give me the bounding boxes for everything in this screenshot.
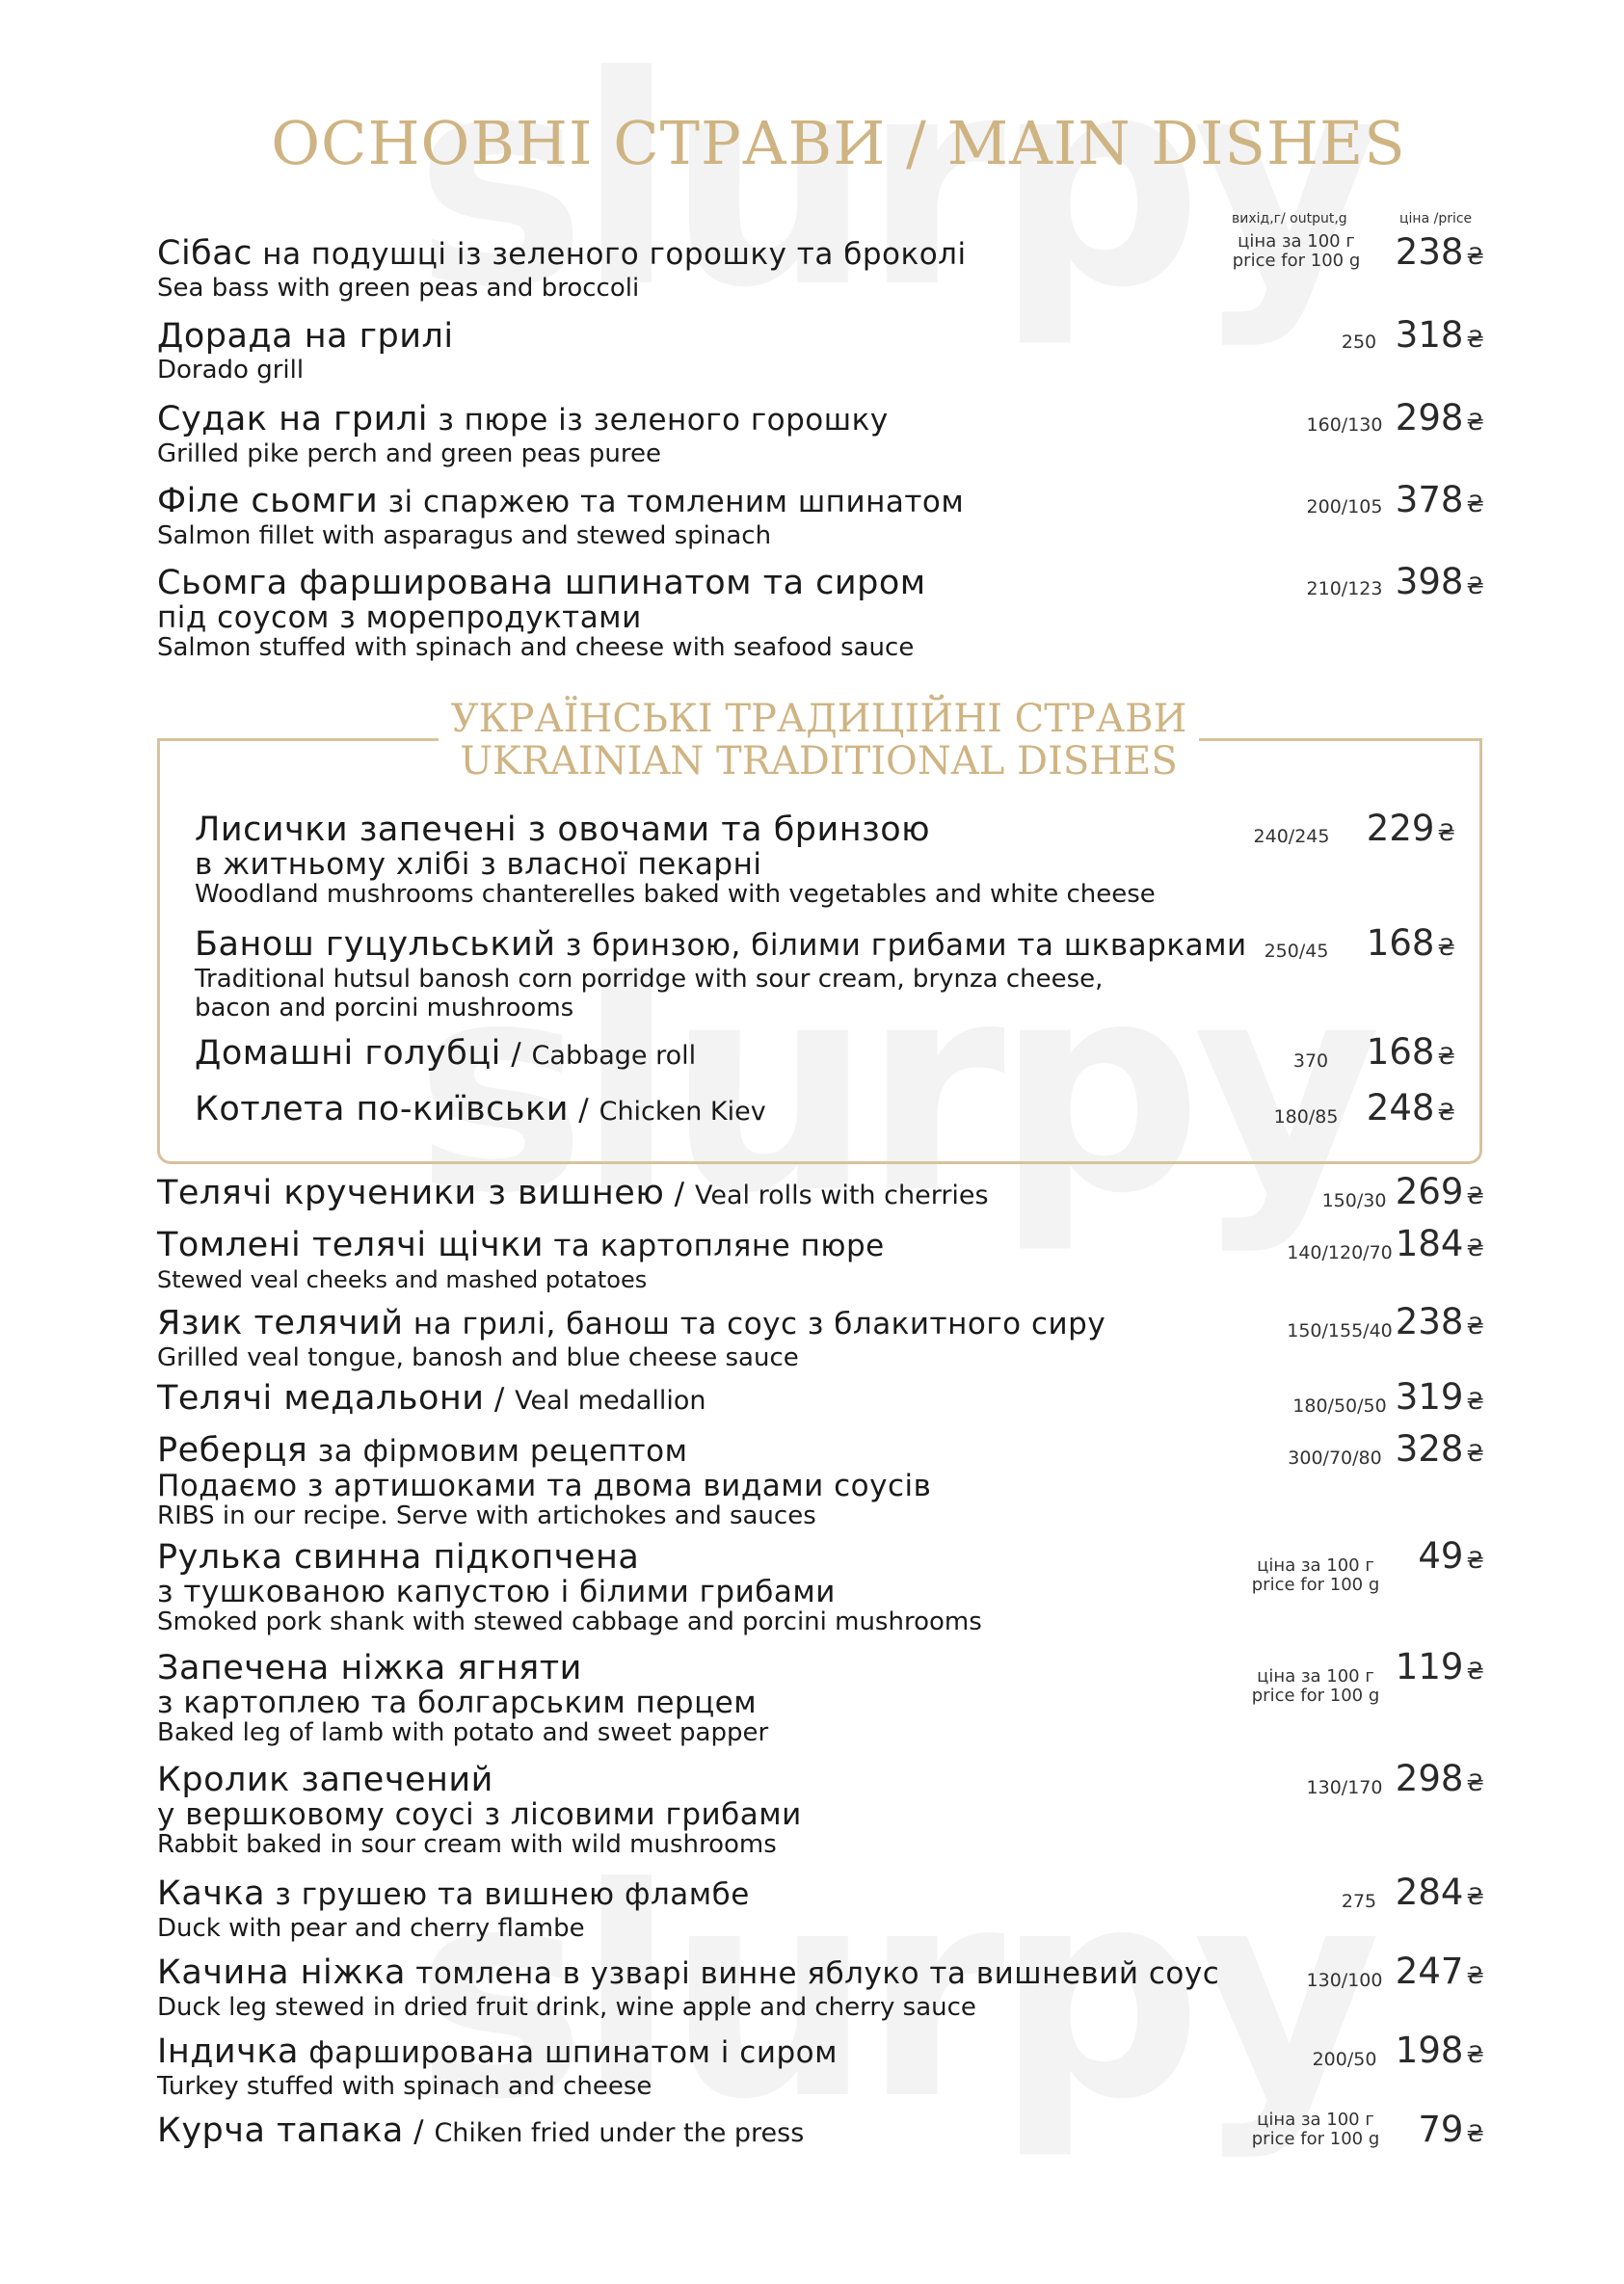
dish-name-ua: Сібас [157,234,253,273]
separator: / [500,1037,532,1072]
dish-name-en: Woodland mushrooms chanterelles [195,880,636,909]
dish-desc-en: in sour cream with wild mushrooms [322,1830,777,1859]
dish-name-ua: Качина ніжка [157,1953,406,1992]
dish-price: 119 ₴ [1395,1646,1484,1687]
dish-name-ua: Запечена ніжка ягняти [157,1649,582,1687]
menu-item [157,1874,750,1943]
dish-weight: 160/130 [1306,414,1383,436]
dish-desc-ua: Подаємо з артишоками та двома видами соусів [157,1469,932,1503]
dish-name-en: Rabbit baked [157,1830,323,1859]
dish-desc-ua: у вершковому соусі з лісовими грибами [157,1797,802,1832]
dish-price: 238 ₴ [1395,231,1484,273]
dish-name-en: Veal rolls with cherries [694,1181,989,1210]
dish-weight: 210/123 [1306,578,1383,599]
dish-price: 49 ₴ [1418,1535,1484,1577]
dish-weight: 150/155/40 [1287,1320,1393,1341]
dish-desc-ua: на грилі, банош та соус з блакитного сиру [403,1307,1106,1341]
dish-price: 238 ₴ [1395,1301,1484,1342]
col-header-price: ціна /price [1399,211,1473,226]
dish-desc-ua: на подушці із зеленого горошку та броколі [252,237,967,272]
dish-price: 298 ₴ [1395,397,1484,438]
dish-weight: 180/85 [1273,1106,1339,1128]
dish-name-en: Grilled pike perch [157,439,378,468]
dish-name-en: Duck leg [157,1993,267,2022]
dish-desc-en: stewed in dried fruit drink, wine apple and cherry sauce [266,1993,976,2022]
dish-desc-ua: томлена в узварі винне яблуко та вишневий соус [405,1956,1220,1991]
col-header-output: вихід,г/ output,g [1232,211,1347,226]
dish-name-ua: Судак на грилі [157,400,428,438]
dish-name-ua: Лисички запечені з овочами та бринзою [195,810,931,849]
dish-name-en: Grilled veal tongue [157,1343,396,1372]
dish-desc-en: stuffed with spinach and cheese [238,2072,652,2101]
dish-desc-en: bacon and porcini mushrooms [195,994,574,1022]
dish-desc-ua: за фірмовим рецептом [307,1434,688,1469]
dish-desc-en: and green peas puree [377,439,661,468]
dish-name-en: Smoked pork shank with stewed cabbage [157,1607,679,1636]
dish-desc-ua: з бринзою, білими грибами та шкварками [555,928,1247,963]
dish-price: 248 ₴ [1366,1087,1455,1129]
dish-price: 247 ₴ [1395,1951,1484,1992]
weight-line: price for 100 g [1251,1575,1380,1595]
dish-desc-en: , banosh and blue cheese sauce [395,1343,799,1372]
dish-desc-ua: з пюре із зеленого горошку [427,403,889,438]
weight-line: ціна за 100 г [1257,1666,1374,1686]
dish-price: 198 ₴ [1395,2030,1484,2071]
dish-name-ua: Домашні голубці [195,1034,501,1073]
dish-desc-ua: з картоплею та болгарським перцем [157,1686,758,1720]
dish-weight: 275 [1341,1891,1377,1912]
separator: / [568,1093,599,1128]
dish-desc-en: baked with vegetables and white cheese [635,880,1156,909]
weight-line: price for 100 g [1251,1686,1380,1706]
dish-name-en: Chicken Kiev [599,1097,766,1127]
dish-name-ua: Дорада на грилі [157,317,454,356]
dish-desc-ua: та картопляне пюре [543,1229,885,1263]
dish-price: 318 ₴ [1395,314,1484,356]
dish-weight: 200/50 [1312,2049,1377,2070]
dish-name-en: Cabbage roll [531,1041,697,1071]
dish-name-ua: Рулька свинна підкопчена [157,1538,640,1577]
dish-weight: 150/30 [1321,1190,1387,1211]
dish-weight: 370 [1292,1050,1329,1072]
page-title: ОСНОВНІ СТРАВИ / MAIN DISHES [271,108,1406,178]
separator: / [664,1177,695,1211]
dish-name-en: Salmon fillet [157,521,314,550]
frame-line [1199,738,1482,741]
menu-item [157,1174,989,1215]
weight-line: price for 100 g [1251,2129,1380,2149]
dish-name-ua: Реберця [157,1431,308,1470]
weight-line: ціна за 100 г [1257,1555,1374,1576]
dish-desc-en: and porcini mushrooms [679,1607,982,1636]
dish-name-ua: Філе сьомги [157,482,379,520]
dish-desc-ua: зі спаржею та томленим шпинатом [378,485,965,519]
dish-weight: 200/105 [1306,496,1383,518]
menu-item [157,317,454,385]
separator: / [484,1382,516,1417]
menu-item [157,1649,768,1747]
dish-desc-en: with asparagus and stewed spinach [313,521,772,550]
dish-desc-ua: в житньому хлібі з власної пекарні [195,847,762,882]
dish-name-ua: Качка [157,1874,266,1913]
dish-price: 168 ₴ [1366,1031,1455,1073]
dish-weight: 300/70/80 [1288,1447,1382,1469]
dish-desc-en: with seafood sauce [664,633,915,662]
menu-item [157,1226,885,1294]
dish-price: 269 ₴ [1395,1171,1484,1212]
dish-name-en: Sea bass [157,274,270,303]
dish-weight: 140/120/70 [1287,1242,1393,1263]
dish-price: 79 ₴ [1418,2109,1484,2150]
weight-line: ціна за 100 г [1238,231,1355,252]
dish-name-ua: Томлені телячі щічки [157,1226,544,1264]
dish-price: 168 ₴ [1366,922,1455,964]
dish-desc-en: in our recipe. Serve with artichokes and sauces [214,1501,816,1530]
dish-price: 184 ₴ [1395,1223,1484,1264]
dish-name-en: Salmon stuffed with spinach and cheese [157,633,665,662]
dish-name-en: Traditional hutsul banosh [195,965,511,994]
menu-item [157,1304,1105,1372]
separator: / [403,2114,435,2149]
menu-item [195,1034,696,1076]
dish-name-ua: Котлета по-київськи [195,1090,569,1129]
menu-item [157,1761,802,1859]
dish-price: 328 ₴ [1395,1428,1484,1470]
dish-price: 378 ₴ [1395,479,1484,520]
menu-item [157,1431,931,1530]
dish-weight [1243,1667,1388,1706]
menu-item [157,564,926,662]
dish-name-en: Veal medallion [515,1386,706,1416]
dish-name-en: Dorado grill [157,356,305,385]
dish-price: 398 ₴ [1395,561,1484,602]
weight-line: ціна за 100 г [1257,2110,1374,2130]
menu-item [157,1379,706,1421]
menu-item [157,2032,838,2101]
dish-weight: 130/170 [1306,1777,1383,1798]
dish-weight: 250/45 [1264,941,1329,962]
dish-name-ua: Кролик запечений [157,1761,493,1799]
dish-name-en: Turkey [157,2072,239,2101]
dish-desc-en: with green peas and broccoli [269,274,640,303]
dish-name-ua: Телячі медальони [157,1379,485,1418]
dish-desc-ua: під соусом з морепродуктами [157,600,642,635]
menu-item [157,1538,982,1636]
dish-weight: 180/50/50 [1292,1395,1387,1417]
dish-weight: 250 [1341,332,1377,353]
dish-name-ua: Індичка [157,2032,299,2071]
dish-weight: 130/100 [1306,1970,1383,1991]
dish-name-en: Baked leg of lamb [157,1718,384,1747]
weight-line: price for 100 g [1232,251,1361,271]
menu-item [157,2111,804,2153]
dish-desc-en: with pear and cherry flambe [220,1914,585,1943]
menu-item [195,1090,766,1131]
dish-price: 319 ₴ [1395,1376,1484,1418]
dish-name-ua: Курча тапака [157,2111,404,2150]
dish-name-en: RIBS [157,1501,215,1530]
dish-weight [1224,232,1369,271]
dish-desc-ua: з грушею та вишнею фламбе [265,1877,750,1912]
dish-price: 229 ₴ [1366,808,1455,849]
dish-name-ua: Банош гуцульський [195,925,556,964]
dish-weight: 240/245 [1253,826,1330,847]
dish-desc-ua: з тушкованою капустою і білими грибами [157,1575,836,1609]
dish-name-en: Duck [157,1914,221,1943]
section-title-ua: УКРАЇНСЬКІ ТРАДИЦІЙНІ СТРАВИ [450,697,1187,741]
menu-item [157,234,967,303]
dish-name-en: Chiken fried under the press [434,2118,805,2148]
dish-desc-ua: фарширована шпинатом і сиром [298,2035,838,2070]
menu-item [157,482,964,550]
dish-weight [1243,1556,1388,1595]
menu-item [195,925,1247,1022]
menu-item [157,1953,1219,2022]
dish-name-ua: Телячі крученики з вишнею [157,1174,665,1212]
menu-item [157,400,889,468]
dish-price: 284 ₴ [1395,1872,1484,1913]
dish-name-en: Stewed veal cheeks and mashed potatoes [157,1266,648,1293]
section-title-en: UKRAINIAN TRADITIONAL DISHES [460,739,1178,783]
dish-price: 298 ₴ [1395,1758,1484,1799]
menu-item [195,810,1156,909]
dish-desc-en: with potato and sweet papper [383,1718,769,1747]
dish-weight [1243,2111,1388,2149]
dish-name-ua: Сьомга фарширована шпинатом та сиром [157,564,926,602]
dish-name-ua: Язик телячий [157,1304,404,1342]
dish-desc-en: corn porridge with sour cream, brynza cheese, [510,965,1104,994]
frame-line [157,738,439,741]
